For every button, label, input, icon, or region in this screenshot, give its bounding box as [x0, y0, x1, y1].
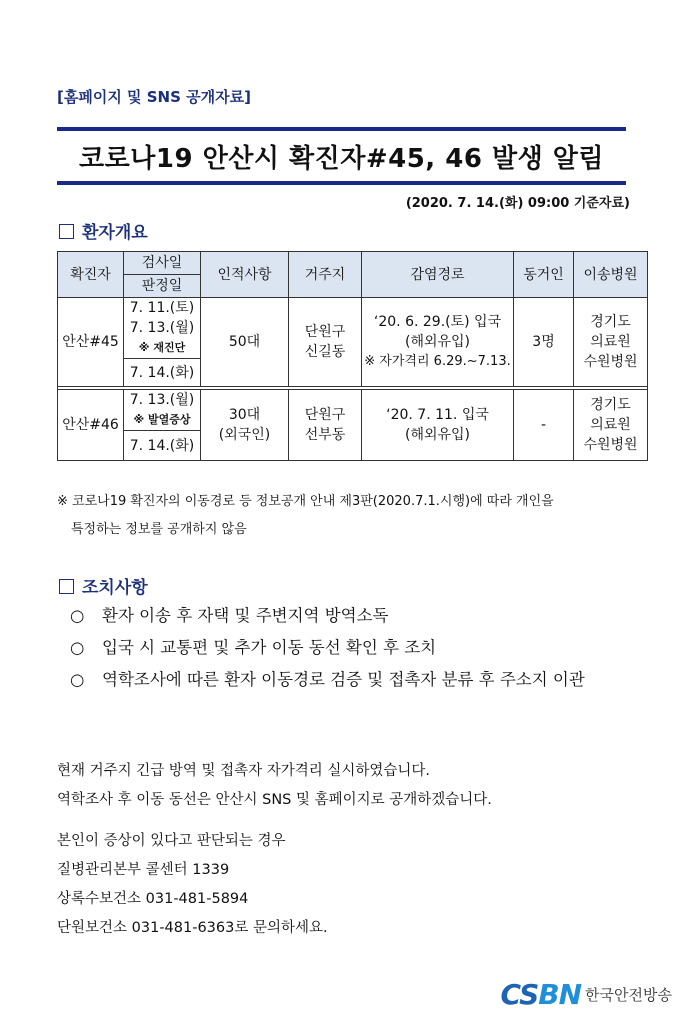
header-hospital: 이송병원 [574, 252, 648, 298]
reference-date: (2020. 7. 14.(화) 09:00 기준자료) [405, 196, 630, 211]
cell-date-note: ※ 발열증상 [124, 410, 201, 431]
cell-patient-id: 안산#46 [58, 390, 124, 461]
circle-bullet-icon: ○ [70, 670, 85, 689]
cell-cohabitants: 3명 [514, 298, 574, 387]
contact-line3: 상록수보건소 031-481-5894 [57, 891, 249, 907]
privacy-note-line1: ※ 코로나19 확진자의 이동경로 등 정보공개 안내 제3판(2020.7.1.시행)에 따라 개인을 [57, 494, 554, 509]
action-line2: 역학조사 후 이동 동선은 안산시 SNS 및 홈페이지로 공개하겠습니다. [57, 792, 492, 808]
route-entry: ‘20. 6. 29.(토) 입국 [373, 314, 502, 330]
list-item [70, 632, 660, 664]
checkbox-square-icon [59, 224, 74, 239]
profile-nationality: (외국인) [218, 427, 271, 443]
release-tag: [홈페이지 및 SNS 공개자료] [57, 88, 251, 106]
privacy-note [57, 488, 657, 544]
contact-line2: 질병관리본부 콜센터 1339 [57, 862, 230, 878]
measure-text: 역학조사에 따른 환자 이동경로 검증 및 접촉자 분류 후 주소지 이관 [102, 670, 585, 689]
csbn-logo-icon: CSBN [500, 978, 582, 1011]
contact-line4: 단원보건소 031-481-6363로 문의하세요. [57, 920, 328, 936]
broadcaster-name: 한국안전방송 [585, 986, 672, 1004]
measure-text: 입국 시 교통편 및 추가 이동 동선 확인 후 조치 [102, 638, 437, 657]
residence-dong: 신길동 [304, 344, 346, 360]
hospital-line1: 경기도 [590, 397, 631, 413]
cell-date: 7. 11.(토) [124, 298, 201, 319]
cell-hospital [574, 298, 648, 387]
circle-bullet-icon: ○ [70, 638, 85, 657]
cell-residence [289, 298, 362, 387]
hospital-line1: 경기도 [590, 314, 631, 330]
residence-dong: 선부동 [304, 427, 346, 443]
page-title: 코로나19 안산시 확진자#45, 46 발생 알림 [79, 143, 604, 174]
measure-text: 환자 이송 후 자택 및 주변지역 방역소독 [102, 606, 389, 625]
title-banner [57, 127, 626, 185]
patient-table [57, 251, 648, 461]
checkbox-square-icon [59, 579, 74, 594]
list-item [70, 600, 660, 632]
cell-date: 7. 14.(화) [124, 431, 201, 461]
action-paragraph [57, 757, 657, 815]
measures-list [70, 600, 660, 696]
header-confirm-date: 판정일 [124, 275, 201, 298]
section-overview-heading [59, 218, 148, 243]
route-entry: ‘20. 7. 11. 입국 [386, 407, 489, 423]
route-quarantine: ※ 자가격리 6.29.~7.13. [364, 354, 511, 369]
cell-date: 7. 13.(월) [124, 390, 201, 411]
cell-profile: 50대 [201, 298, 289, 387]
section-measures-heading [59, 573, 148, 598]
cell-profile [201, 390, 289, 461]
table-row [58, 390, 648, 411]
hospital-line2: 의료원 [590, 417, 631, 433]
header-residence: 거주지 [289, 252, 362, 298]
header-exam-date: 검사일 [124, 252, 201, 275]
header-patient-id: 확진자 [58, 252, 124, 298]
contact-paragraph [57, 827, 657, 943]
action-line1: 현재 거주지 긴급 방역 및 접촉자 자가격리 실시하였습니다. [57, 763, 431, 779]
cell-date-note: ※ 재진단 [124, 338, 201, 359]
contact-line1: 본인이 증상이 있다고 판단되는 경우 [57, 833, 286, 849]
cell-residence [289, 390, 362, 461]
broadcaster-logo [501, 978, 672, 1011]
hospital-line3: 수원병원 [583, 437, 638, 453]
list-item [70, 664, 660, 696]
residence-district: 단원구 [304, 407, 346, 423]
section-measures-title: 조치사항 [82, 578, 148, 598]
hospital-line3: 수원병원 [583, 354, 638, 370]
header-cohabitants: 동거인 [514, 252, 574, 298]
profile-age: 30대 [228, 407, 261, 423]
privacy-note-line2: 특정하는 정보를 공개하지 않음 [71, 522, 247, 537]
cell-date: 7. 14.(화) [124, 359, 201, 387]
circle-bullet-icon: ○ [70, 606, 85, 625]
cell-patient-id: 안산#45 [58, 298, 124, 387]
cell-route [362, 298, 514, 387]
table-row [58, 298, 648, 319]
cell-date: 7. 13.(월) [124, 318, 201, 338]
cell-cohabitants: - [514, 390, 574, 461]
header-route: 감염경로 [362, 252, 514, 298]
cell-hospital [574, 390, 648, 461]
section-overview-title: 환자개요 [82, 223, 148, 243]
route-type: (해외유입) [404, 334, 471, 350]
hospital-line2: 의료원 [590, 334, 631, 350]
route-type: (해외유입) [404, 427, 471, 443]
cell-route [362, 390, 514, 461]
header-profile: 인적사항 [201, 252, 289, 298]
residence-district: 단원구 [304, 324, 346, 340]
